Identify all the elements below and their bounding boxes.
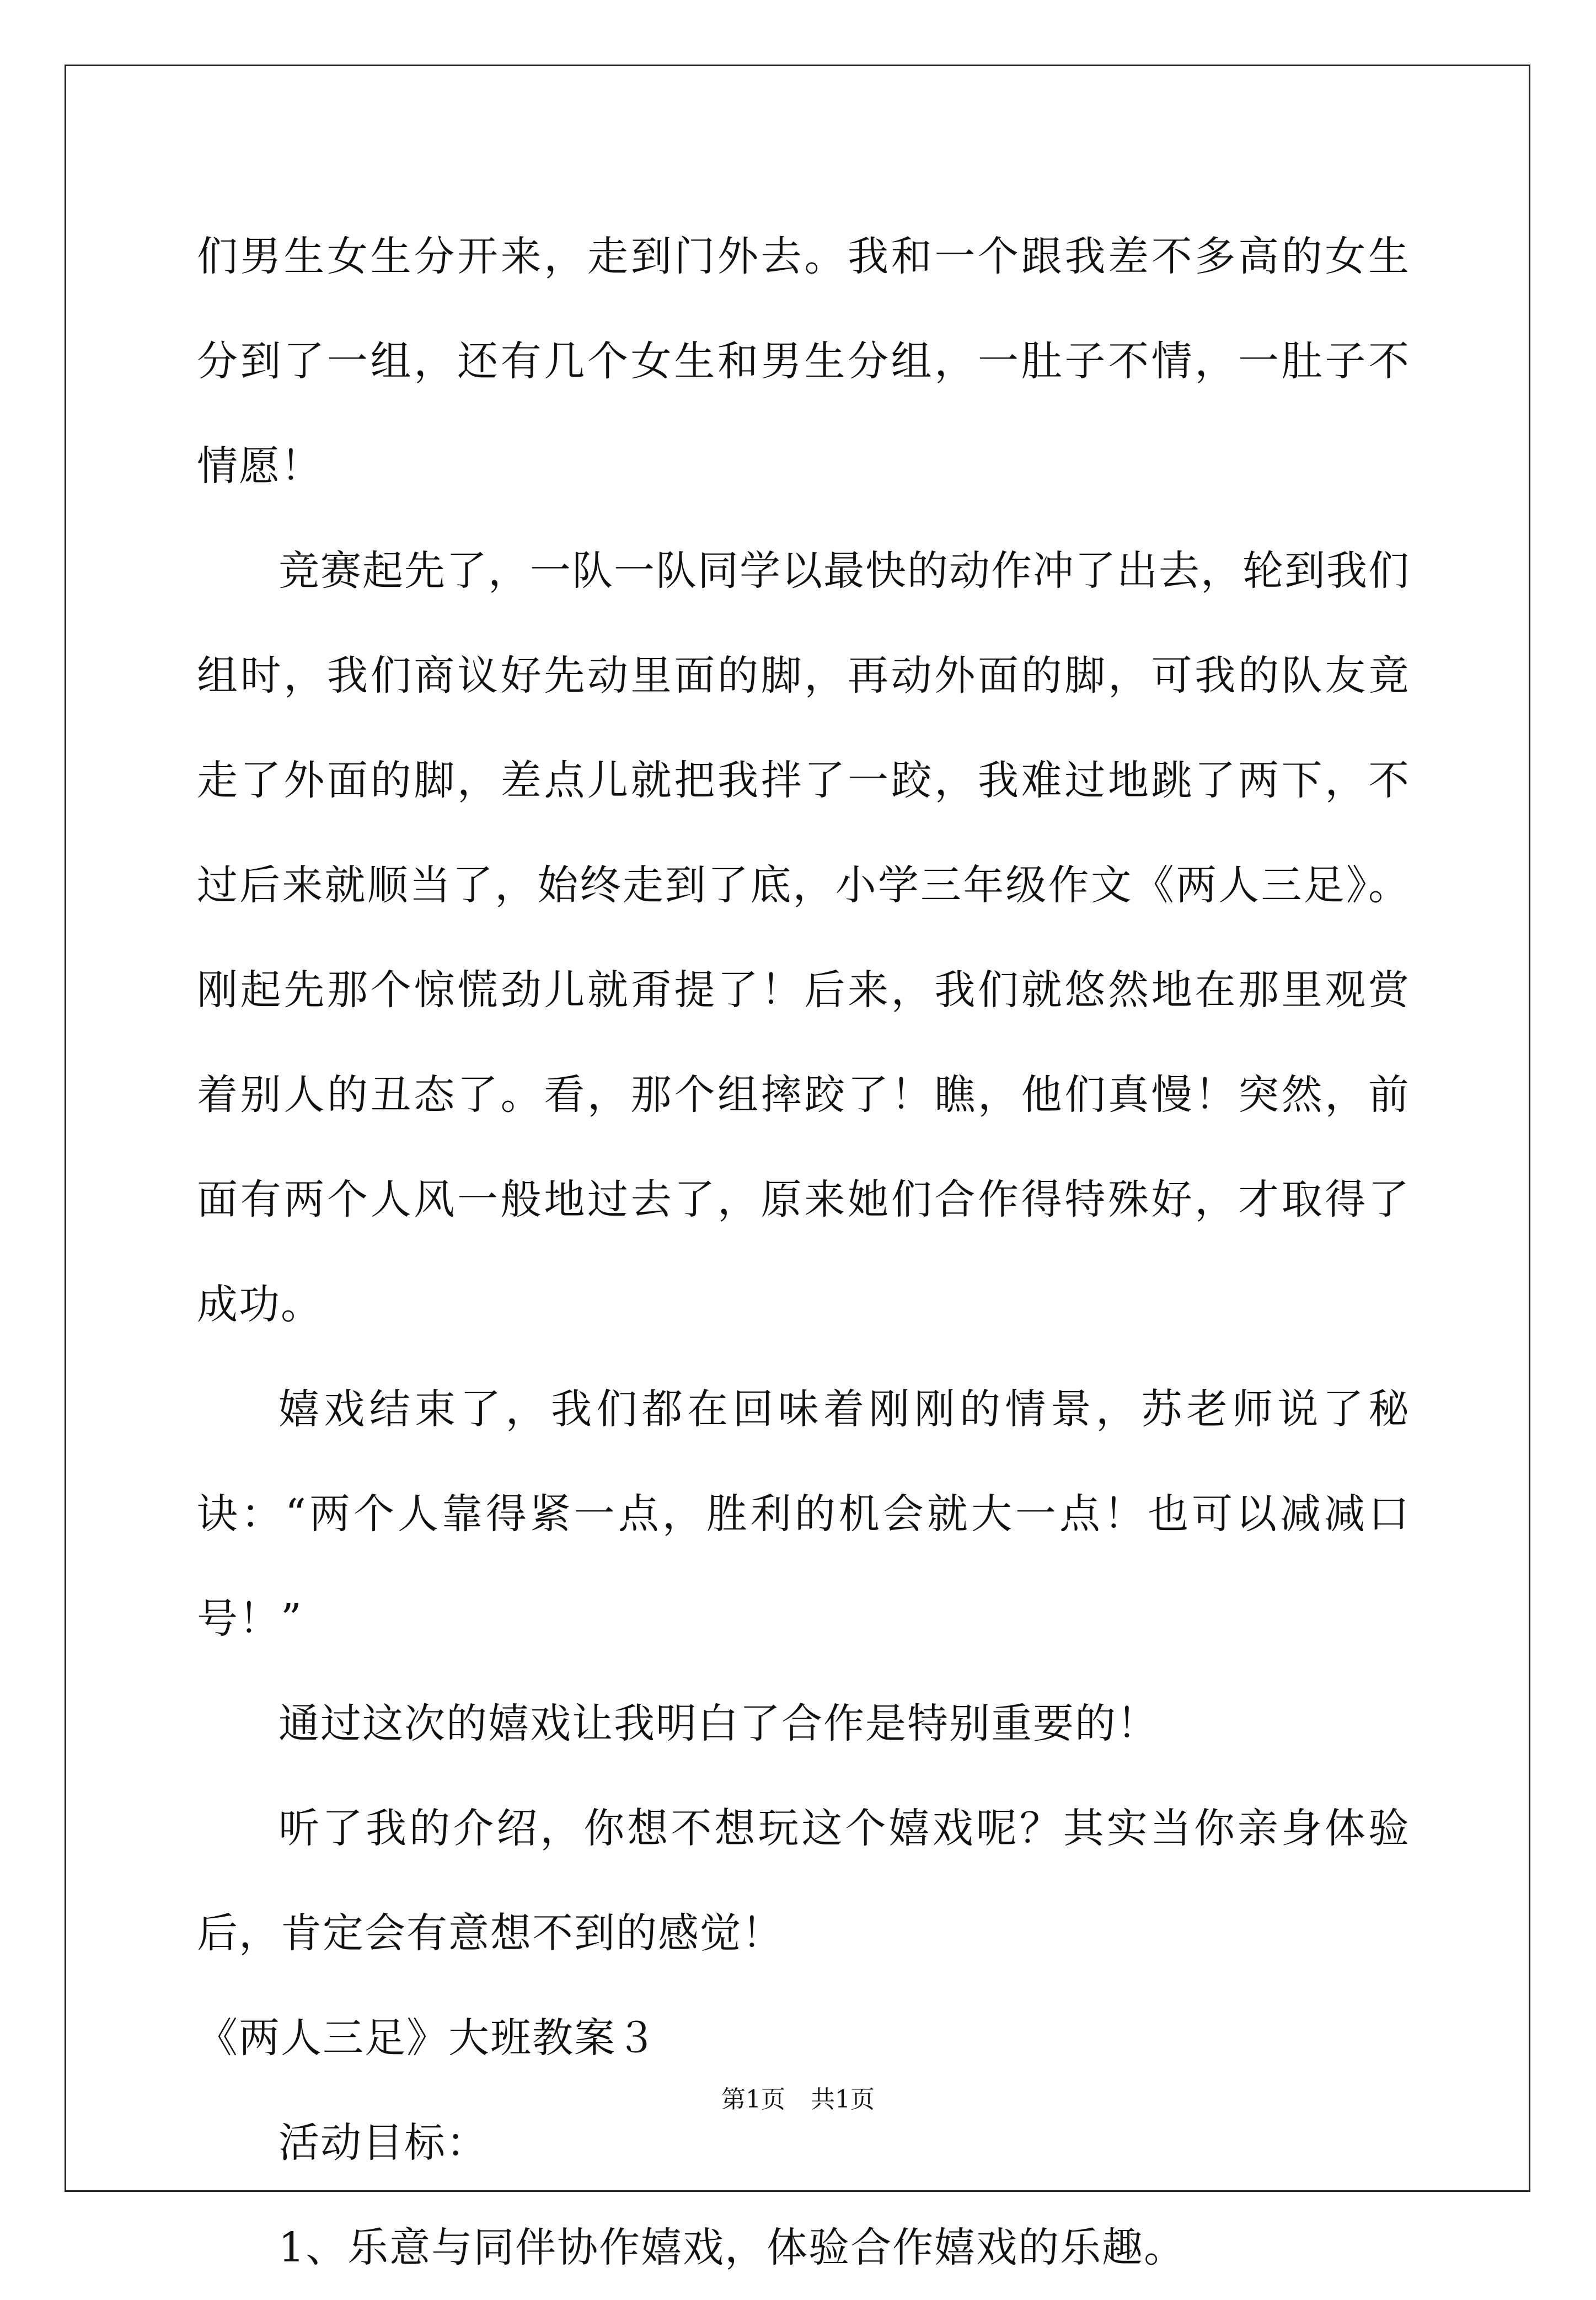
page-number-current: 第1页 [721,2085,785,2114]
page-footer [0,2079,1596,2115]
page-number-total: 共1页 [811,2085,875,2114]
paragraph-5: 听了我的介绍，你想不想玩这个嬉戏呢？其实当你亲身体验后，肯定会有意想不到的感觉！ [197,1805,1410,1957]
list-item-1: 1、乐意与同伴协作嬉戏，体验合作嬉戏的乐趣。 [279,2224,1186,2271]
document-body [197,204,1410,2300]
paragraph-1: 们男生女生分开来，走到门外去。我和一个跟我差不多高的女生分到了一组，还有几个女生和男生分组，一肚子不情，一肚子不情愿！ [197,233,1410,490]
section-heading: 《两人三足》大班教案３ [197,2014,658,2062]
paragraph-3: 嬉戏结束了，我们都在回味着刚刚的情景，苏老师说了秘诀：“两个人靠得紧一点，胜利的机会就大一点！也可以减减口号！” [197,1386,1410,1643]
paragraph-2: 竞赛起先了，一队一队同学以最快的动作冲了出去，轮到我们组时，我们商议好先动里面的脚，再动外面的脚，可我的队友竟走了外面的脚，差点儿就把我拌了一跤，我难过地跳了两下，不过后来就顺当了，始终走到了底，小学三年级作文《两人三足》。刚起先那个惊慌劲儿就甭提了！后来，我们就悠然地在那里观赏着别人的丑态了。看，那个组摔跤了！瞧，他们真慢！突然，前面有两个人风一般地过去了，原来她们合作得特殊好，才取得了成功。 [197,547,1410,1328]
paragraph-4: 通过这次的嬉戏让我明白了合作是特别重要的！ [279,1700,1159,1747]
section-label: 活动目标： [279,2119,488,2167]
